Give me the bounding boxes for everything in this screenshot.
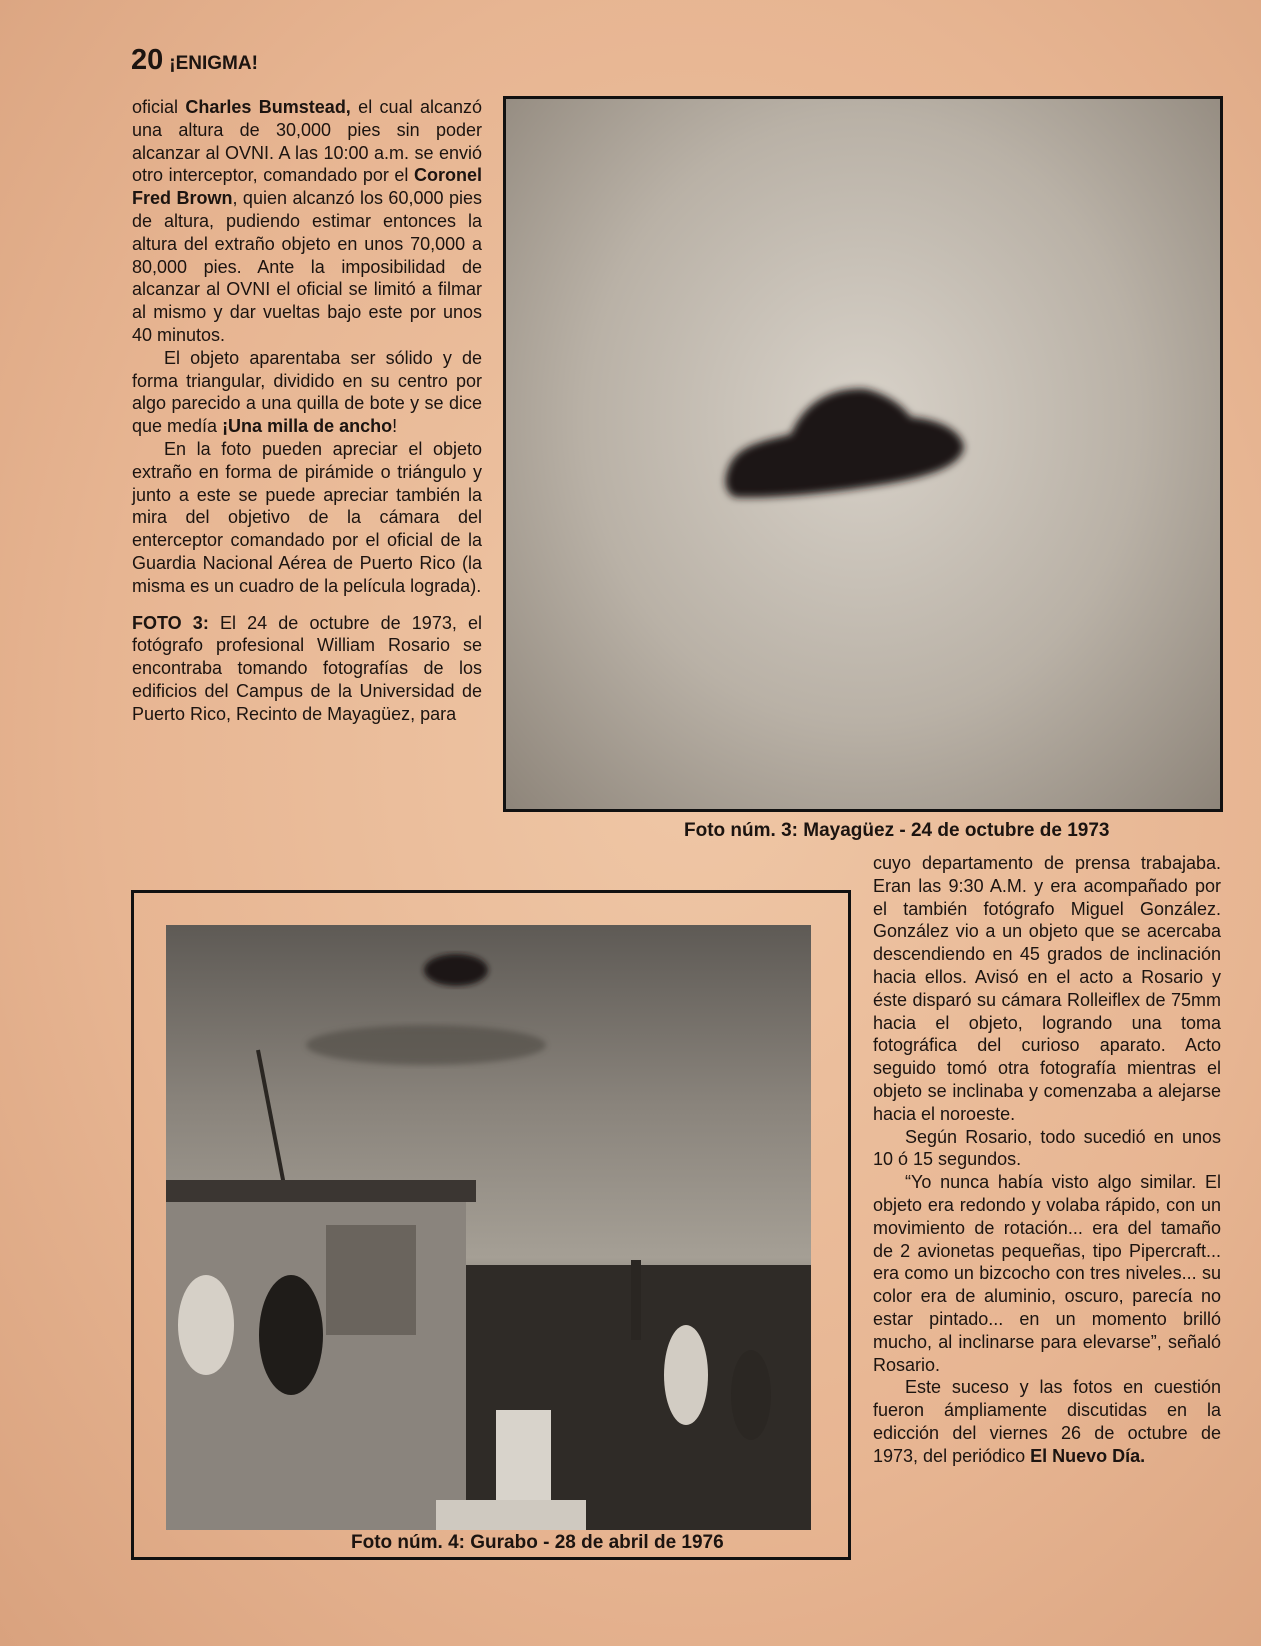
ufo-photo-image xyxy=(506,99,1220,809)
paragraph: cuyo departamento de prensa trabajaba. Eran las 9:30 A.M. y era acompañado por el también fotógrafo Miguel González. González vio a un objeto que se acercaba descendiendo en 45 grados de inclinación hacia ellos. Avisó en el acto a Rosario y éste disparó su cámara Rolleiflex de 75mm hacia el objeto, logrando una toma fotográfica del curioso aparato. Acto seguido tomó otra fotografía mientras el objeto se inclinaba y comenzaba a alejarse hacia el noroeste. xyxy=(873,853,1221,1124)
paragraph: oficial Charles Bumstead, el cual alcanzó una altura de 30,000 pies sin poder alcanzar al OVNI. A las 10:00 a.m. se envió otro interceptor, comandado por el Coronel Fred Brown, quien alcanzó los 60,000 pies de altura, pudiendo estimar entonces la altura del extraño objeto en unos 70,000 a 80,000 pies. Ante la imposibilidad de alcanzar al OVNI el oficial se limitó a filmar al mismo y dar vueltas bajo este por unos 40 minutos. xyxy=(132,97,482,345)
caption-photo-4: Foto núm. 4: Gurabo - 28 de abril de 1976 xyxy=(351,1532,724,1553)
left-text-column xyxy=(132,96,482,726)
page-number: 20 xyxy=(131,44,164,76)
paragraph: Este suceso y las fotos en cuestión fueron ámpliamente discutidas en la edicción del viernes 26 de octubre de 1973, del periódico El Nuevo Día. xyxy=(873,1377,1221,1466)
photo-gurabo xyxy=(166,925,811,1530)
paragraph: En la foto pueden apreciar el objeto extraño en forma de pirámide o triángulo y junto a este se puede apreciar también la mira del objetivo de la cámara del enterceptor comandado por el oficial de la Guardia Nacional Aérea de Puerto Rico (la misma es un cuadro de la película lograda). xyxy=(132,438,482,596)
page-header xyxy=(131,44,258,77)
paragraph: El objeto aparentaba ser sólido y de forma triangular, dividido en su centro por algo parecido a una quilla de bote y se dice que medía ¡Una milla de ancho! xyxy=(132,347,482,437)
photo-mayaguez xyxy=(503,96,1223,812)
paragraph: Según Rosario, todo sucedió en unos 10 ó 15 segundos. xyxy=(873,1126,1221,1170)
right-text-column xyxy=(873,852,1221,1468)
paragraph: FOTO 3: El 24 de octubre de 1973, el fotógrafo profesional William Rosario se encontraba tomando fotografías de los edificios del Campus de la Universidad de Puerto Rico, Recinto de Mayagüez, para xyxy=(132,612,482,724)
paragraph: “Yo nunca había visto algo similar. El objeto era redondo y volaba rápido, con un movimiento de rotación... era del tamaño de 2 avionetas pequeñas, tipo Pipercraft... era como un bizcocho con tres niveles... su color era de aluminio, oscuro, parecía no estar pintado... en un momento brilló mucho, al inclinarse para elevarse”, señaló Rosario. xyxy=(873,1172,1221,1375)
magazine-title: ¡ENIGMA! xyxy=(169,53,258,74)
foto-label: FOTO 3: xyxy=(132,612,209,633)
caption-photo-3: Foto núm. 3: Mayagüez - 24 de octubre de 1973 xyxy=(684,820,1110,841)
crowd-photo-image xyxy=(166,925,811,1530)
